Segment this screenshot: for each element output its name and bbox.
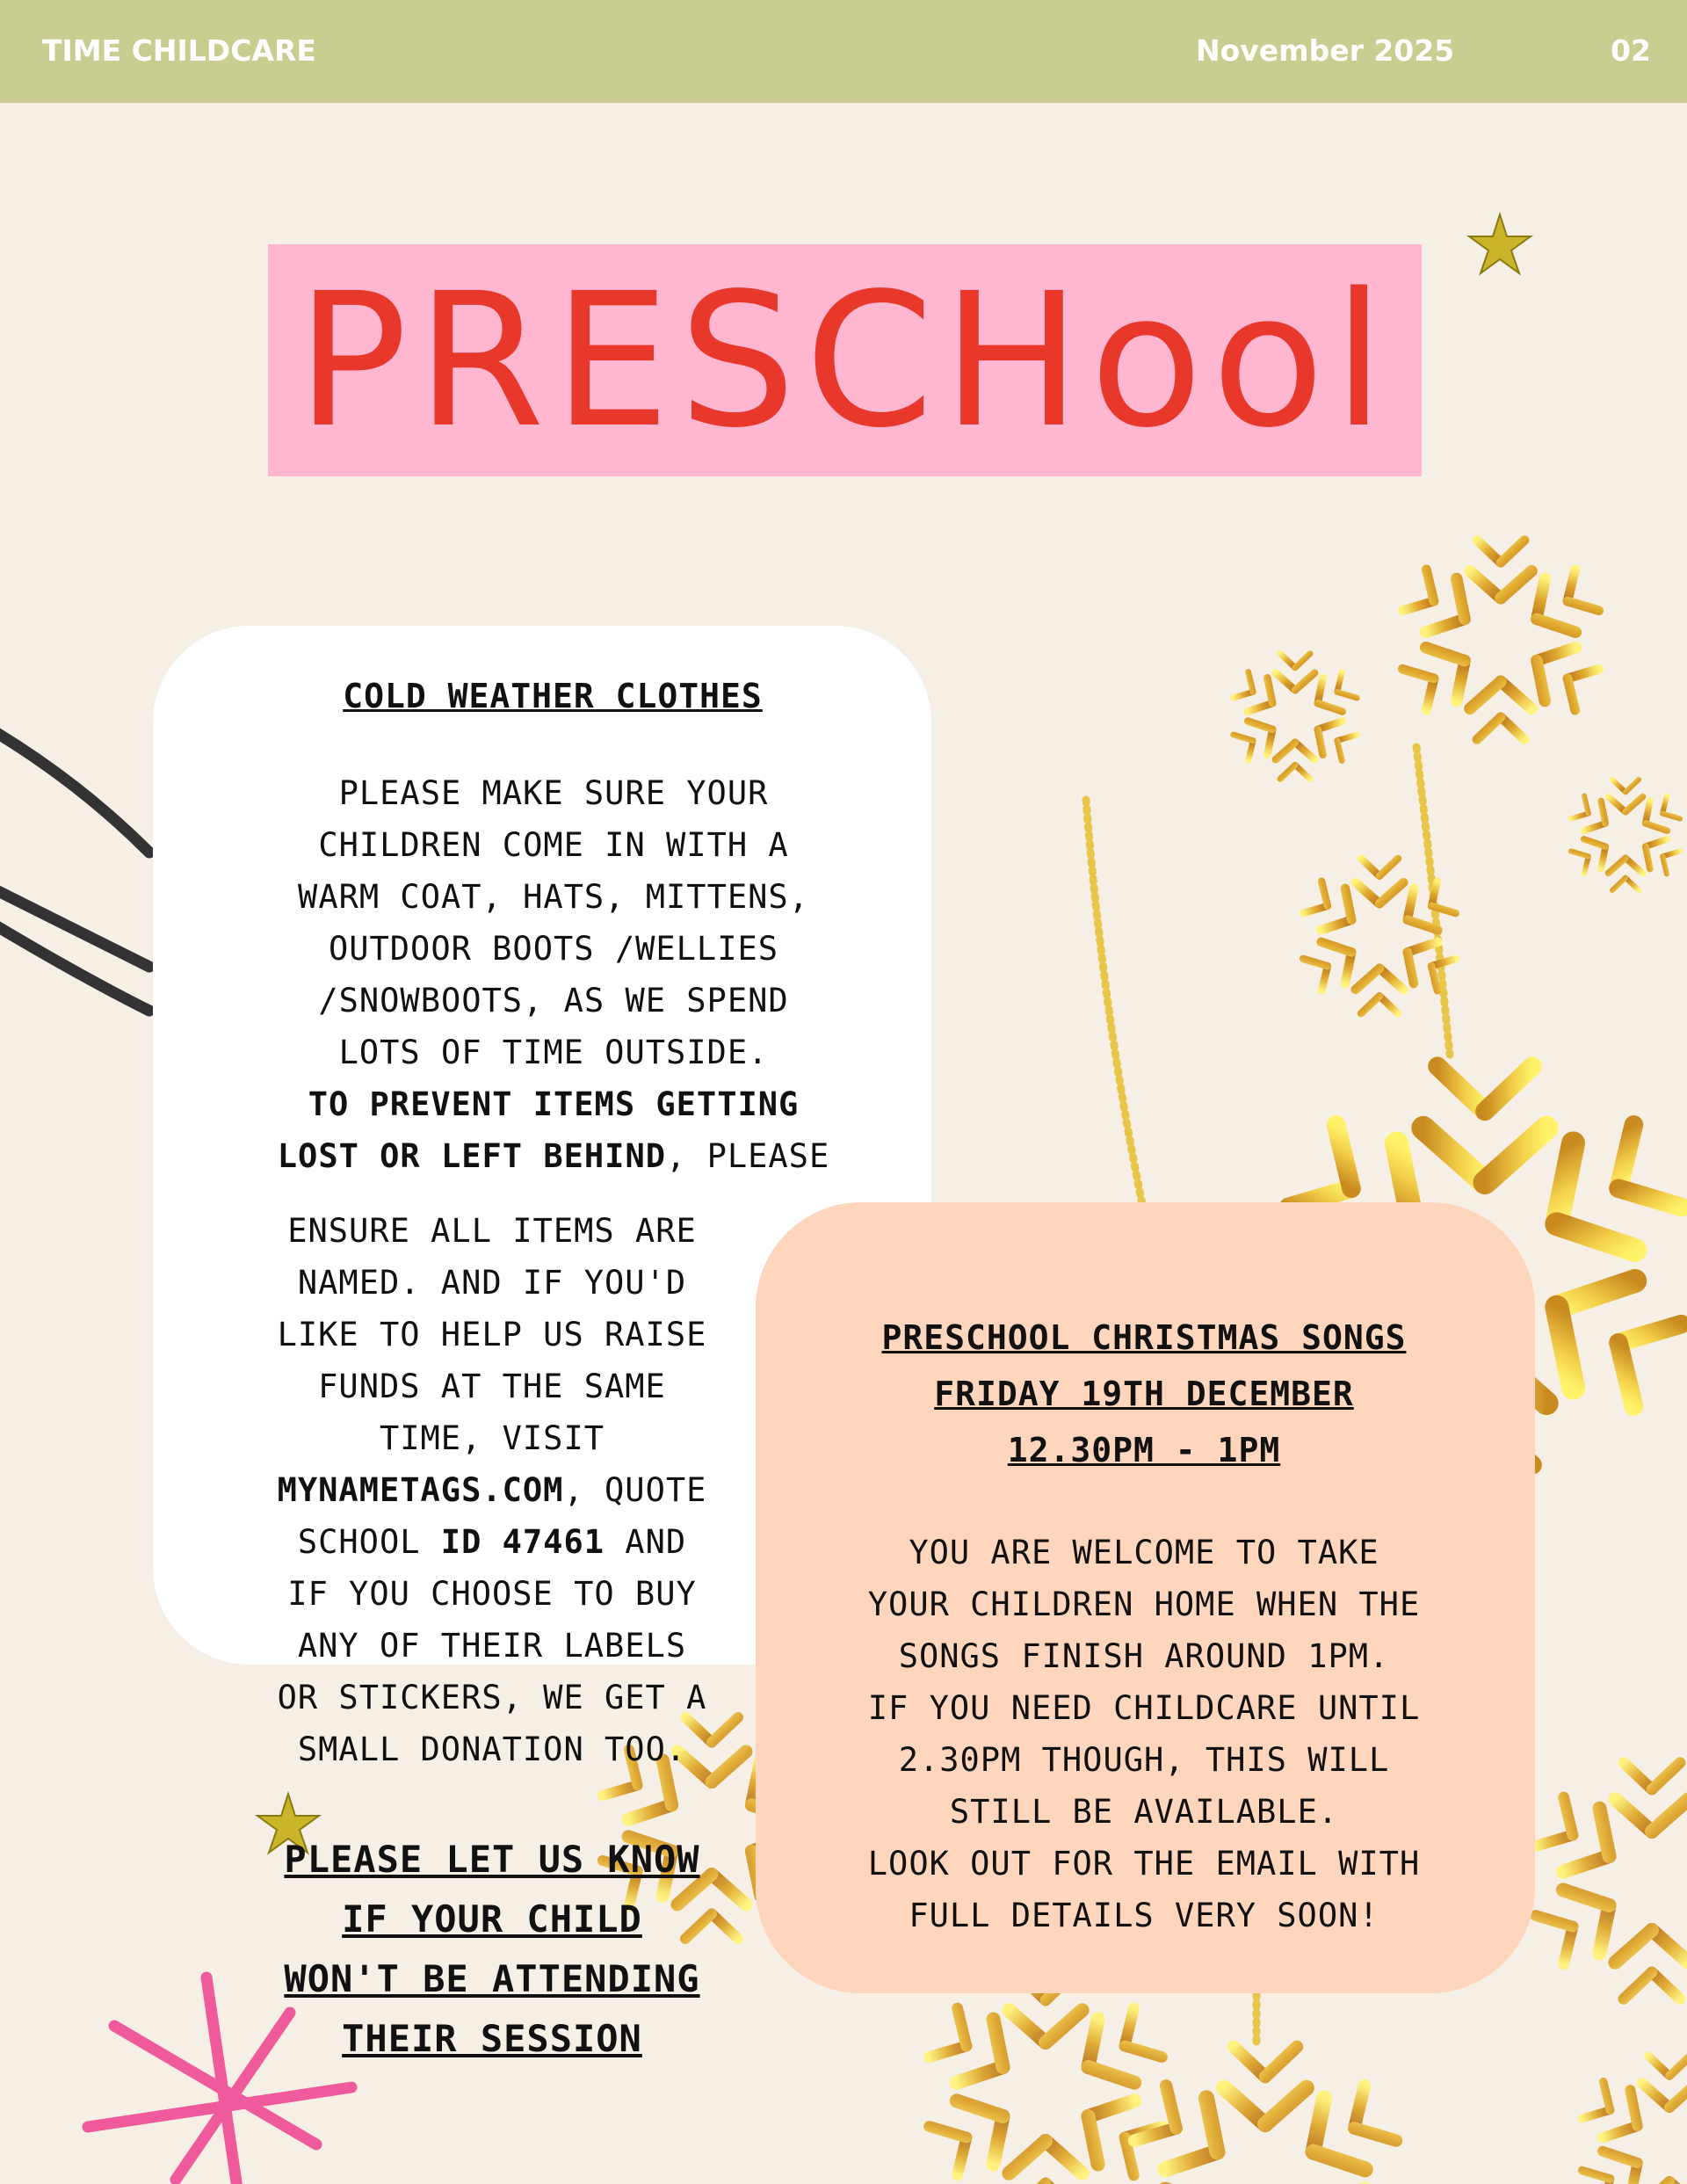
text-line: OR STICKERS, WE GET A xyxy=(277,1679,707,1716)
notice-line: WON'T BE ATTENDING xyxy=(284,1957,700,2000)
star-icon xyxy=(1469,214,1531,273)
heading-line: FRIDAY 19TH DECEMBER xyxy=(934,1375,1354,1413)
plain-text: , PLEASE xyxy=(666,1137,830,1175)
text-line: /SNOWBOOTS, AS WE SPEND xyxy=(318,982,789,1019)
title-banner xyxy=(268,244,1422,476)
text-line: IF YOU NEED CHILDCARE UNTIL xyxy=(867,1689,1421,1727)
christmas-songs-heading xyxy=(845,1310,1443,1478)
black-curve-lines xyxy=(0,729,149,1011)
text-line: LOOK OUT FOR THE EMAIL WITH xyxy=(867,1845,1421,1883)
text-line: SONGS FINISH AROUND 1PM. xyxy=(898,1637,1390,1675)
bold-text: TO PREVENT ITEMS GETTING xyxy=(308,1085,800,1123)
heading-line: 12.30PM - 1PM xyxy=(1007,1431,1281,1469)
heading-line: PRESCHOOL CHRISTMAS SONGS xyxy=(881,1318,1407,1357)
cold-weather-text xyxy=(255,767,852,1182)
text-line: ENSURE ALL ITEMS ARE xyxy=(287,1212,697,1250)
notice-line: IF YOUR CHILD xyxy=(342,1897,642,1941)
plain-text: SCHOOL xyxy=(297,1523,441,1561)
attendance-notice xyxy=(264,1830,720,2069)
school-id: ID 47461 xyxy=(440,1523,605,1561)
notice-line: PLEASE LET US KNOW xyxy=(284,1838,700,1881)
text-line xyxy=(264,1464,720,1516)
issue-month: November 2025 xyxy=(1196,33,1455,68)
text-line: ANY OF THEIR LABELS xyxy=(297,1627,687,1665)
text-line: SMALL DONATION TOO. xyxy=(297,1731,687,1768)
text-line: FULL DETAILS VERY SOON! xyxy=(909,1897,1379,1934)
text-line: FUNDS AT THE SAME xyxy=(318,1368,666,1405)
text-line xyxy=(255,1130,852,1182)
page-number: 02 xyxy=(1611,33,1651,68)
plain-text: AND xyxy=(605,1523,687,1561)
cold-weather-heading: COLD WEATHER CLOTHES xyxy=(343,677,763,715)
text-line: YOUR CHILDREN HOME WHEN THE xyxy=(867,1585,1421,1623)
text-line: OUTDOOR BOOTS /WELLIES xyxy=(328,930,779,968)
text-line: WARM COAT, HATS, MITTENS, xyxy=(298,878,809,916)
text-line: IF YOU CHOOSE TO BUY xyxy=(287,1575,697,1613)
text-line: 2.30PM THOUGH, THIS WILL xyxy=(898,1741,1390,1779)
text-line xyxy=(255,1078,852,1130)
text-line: LIKE TO HELP US RAISE xyxy=(277,1316,707,1353)
website-text: MYNAMETAGS.COM xyxy=(277,1471,564,1509)
christmas-songs-text xyxy=(845,1527,1443,1941)
text-line: PLEASE MAKE SURE YOUR xyxy=(338,774,769,812)
text-line: STILL BE AVAILABLE. xyxy=(949,1793,1339,1831)
text-line: LOTS OF TIME OUTSIDE. xyxy=(338,1034,769,1071)
brand-name: TIME CHILDCARE xyxy=(42,33,316,68)
gold-snowflake-icon xyxy=(1220,521,1687,1028)
text-line: CHILDREN COME IN WITH A xyxy=(318,826,789,864)
text-line: TIME, VISIT xyxy=(379,1419,605,1457)
plain-text: , QUOTE xyxy=(563,1471,707,1509)
notice-line: THEIR SESSION xyxy=(342,2017,642,2060)
cold-weather-text-continued xyxy=(264,1205,720,1775)
text-line xyxy=(264,1516,720,1568)
bold-text: LOST OR LEFT BEHIND xyxy=(277,1137,667,1175)
page-title: PRESCHool xyxy=(296,252,1394,468)
text-line: NAMED. AND IF YOU'D xyxy=(297,1264,687,1302)
text-line: YOU ARE WELCOME TO TAKE xyxy=(909,1534,1379,1571)
